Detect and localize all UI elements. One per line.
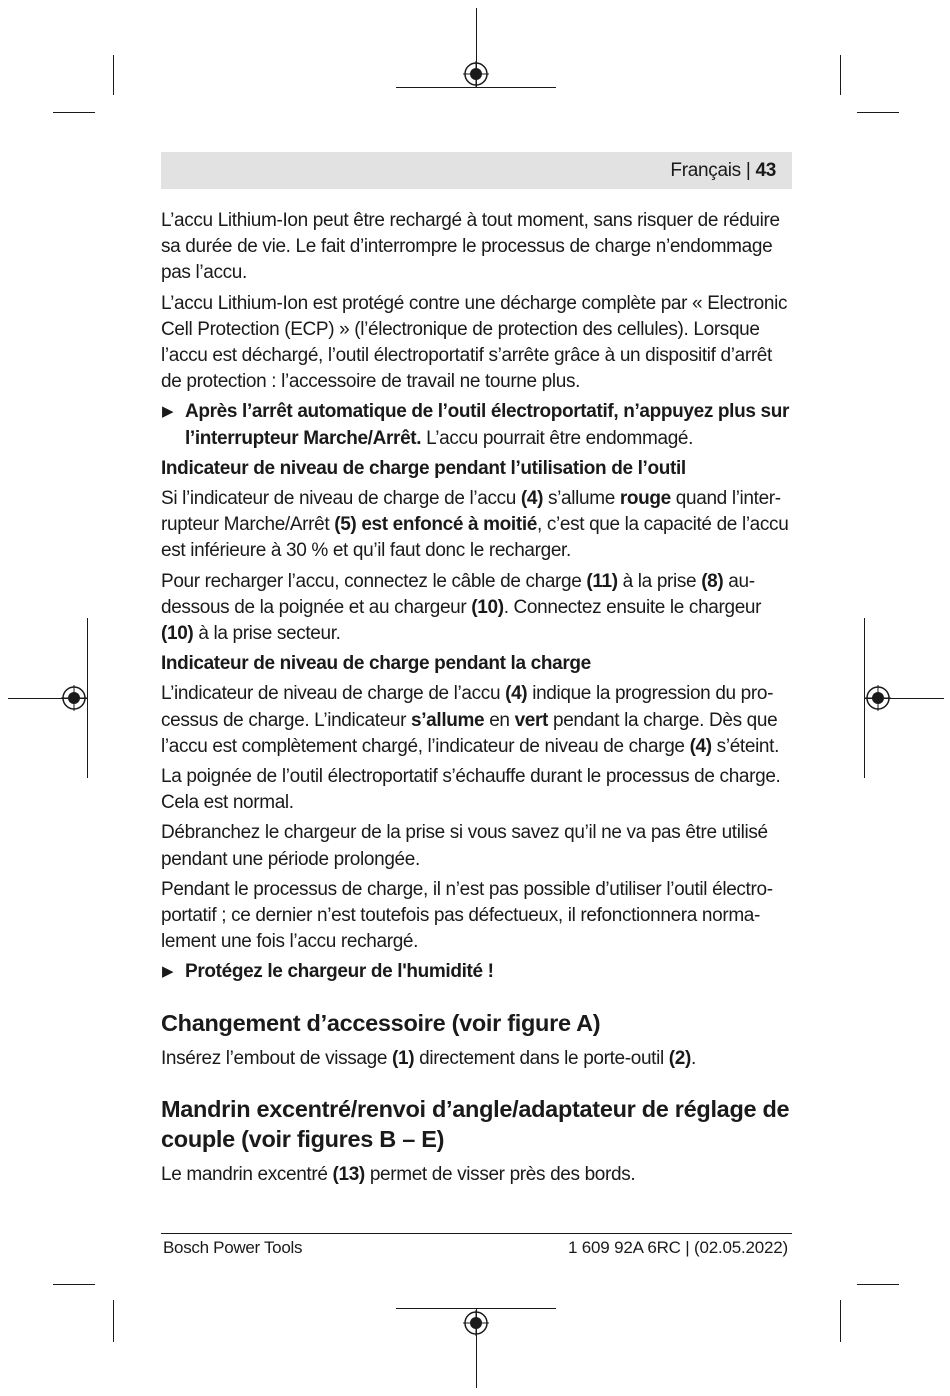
text: Pour recharger l’accu, connectez le câble de charge bbox=[161, 570, 587, 592]
subheading: Indicateur de niveau de charge pendant l’utilisation de l’outil bbox=[161, 457, 686, 479]
subheading: Indicateur de niveau de charge pendant la charge bbox=[161, 653, 591, 675]
text: Insérez l’embout de vissage bbox=[161, 1047, 392, 1069]
text: à la prise bbox=[617, 570, 702, 592]
ref-number: (4) bbox=[689, 735, 712, 757]
page-number: 43 bbox=[755, 160, 776, 181]
bullet-text: L’accu pourrait être endommagé. bbox=[421, 427, 694, 449]
paragraph bbox=[161, 681, 793, 760]
footer-divider bbox=[161, 1233, 792, 1234]
ref-number: (11) bbox=[586, 570, 618, 592]
crop-mark bbox=[840, 55, 841, 95]
crop-mark bbox=[857, 112, 899, 113]
crop-mark bbox=[53, 1284, 95, 1285]
footer-brand: Bosch Power Tools bbox=[163, 1238, 303, 1257]
warning-bullet bbox=[161, 959, 793, 985]
text: . bbox=[690, 1047, 696, 1069]
ref-number: (4) bbox=[505, 683, 528, 705]
ref-number: (8) bbox=[701, 570, 724, 592]
page-header bbox=[161, 152, 792, 189]
crop-mark bbox=[396, 87, 556, 88]
text: , c’est que la capacité de l’accu est inférieure à 30 % et qu’il faut donc le recharger. bbox=[161, 514, 789, 562]
emphasis: rouge bbox=[619, 488, 671, 510]
bullet-triangle-icon: ▶ bbox=[162, 963, 174, 981]
crop-mark bbox=[857, 1284, 899, 1285]
text: quand l’interrupteur Marche/Arrêt bbox=[161, 488, 782, 536]
bullet-bold-text: Protégez le chargeur de l'humidité ! bbox=[185, 961, 494, 983]
crop-mark bbox=[53, 112, 95, 113]
paragraph: L’accu Lithium-Ion peut être rechargé à tout moment, sans risquer de réduire sa durée de vie. Le fait d’interrompre le processus de charge n’endommage pas l’accu. bbox=[161, 210, 780, 284]
header-language: Français bbox=[670, 160, 741, 181]
text: Si l’indicateur de niveau de charge de l’accu bbox=[161, 488, 521, 510]
registration-mark-icon bbox=[463, 61, 489, 87]
main-content bbox=[161, 208, 793, 1192]
bullet-bold-text: Après l’arrêt automatique de l’outil électroportatif, n’appuyez plus sur l’interrupteur Marche/Arrêt. bbox=[185, 401, 790, 449]
paragraph bbox=[161, 486, 793, 565]
header-separator: | bbox=[740, 160, 756, 181]
bullet-triangle-icon: ▶ bbox=[162, 403, 174, 421]
text: audessous de la poignée et au chargeur bbox=[161, 570, 756, 618]
ref-number: (10) bbox=[471, 596, 504, 618]
paragraph: La poignée de l’outil électroportatif s’échauffe durant le processus de charge. Cela est normal. bbox=[161, 766, 781, 814]
ref-number: (13) bbox=[332, 1163, 365, 1185]
paragraph: Débranchez le chargeur de la prise si vous savez qu’il ne va pas être utilisé pendant une période prolongée. bbox=[161, 822, 768, 870]
text: s’éteint. bbox=[711, 735, 780, 757]
text: L’indicateur de niveau de charge de l’accu bbox=[161, 683, 506, 705]
crop-mark bbox=[840, 1300, 841, 1342]
text: pendant la charge. Dès que l’accu est complètement chargé, l’indicateur de niveau de charge bbox=[161, 709, 778, 757]
crop-mark bbox=[113, 1300, 114, 1342]
paragraph bbox=[161, 569, 793, 648]
emphasis: vert bbox=[514, 709, 549, 731]
footer-doc-id: 1 609 92A 6RC | (02.05.2022) bbox=[568, 1238, 788, 1257]
emphasis: s’allume bbox=[411, 709, 485, 731]
paragraph: L’accu Lithium-Ion est protégé contre une décharge complète par « Electronic Cell Protection (ECP) » (l’électronique de protection des cellules). Lorsque l’accu est déchargé, l’outil électroportatif s’arrête grâce à un dispositif d’arrêt de protection : l’accessoire de travail ne tourne plus. bbox=[161, 292, 788, 393]
ref-number: (1) bbox=[392, 1047, 415, 1069]
text: indique la progression du processus de charge. L’indicateur bbox=[161, 683, 774, 731]
section-title: Mandrin excentré/renvoi d’angle/adaptateur de réglage de couple (voir figures B – E) bbox=[161, 1095, 790, 1152]
text: s’allume bbox=[543, 488, 620, 510]
registration-mark-icon bbox=[865, 685, 891, 711]
registration-mark-icon bbox=[61, 685, 87, 711]
text: directement dans le porte-outil bbox=[414, 1047, 669, 1069]
text: à la prise secteur. bbox=[193, 623, 341, 645]
text: Le mandrin excentré bbox=[161, 1163, 333, 1185]
text: en bbox=[484, 709, 515, 731]
ref-number: (10) bbox=[161, 623, 194, 645]
paragraph: Pendant le processus de charge, il n’est pas possible d’utiliser l’outil électroportatif ; ce dernier n’est toutefois pas défectueux, il refonctionnera normalement une fois l’accu rechargé. bbox=[161, 878, 774, 953]
paragraph bbox=[161, 1162, 793, 1188]
registration-mark-icon bbox=[463, 1310, 489, 1336]
text: permet de visser près des bords. bbox=[364, 1163, 636, 1185]
warning-bullet bbox=[161, 399, 793, 451]
ref-number: (2) bbox=[668, 1047, 691, 1069]
text: . Connectez ensuite le chargeur bbox=[503, 596, 762, 618]
crop-mark bbox=[113, 55, 114, 95]
crop-mark bbox=[396, 1308, 556, 1309]
emphasis: (5) est enfoncé à moitié bbox=[334, 514, 537, 536]
section-title: Changement d’accessoire (voir figure A) bbox=[161, 1009, 601, 1036]
ref-number: (4) bbox=[520, 488, 544, 510]
header-text bbox=[670, 160, 776, 182]
paragraph bbox=[161, 1046, 793, 1072]
